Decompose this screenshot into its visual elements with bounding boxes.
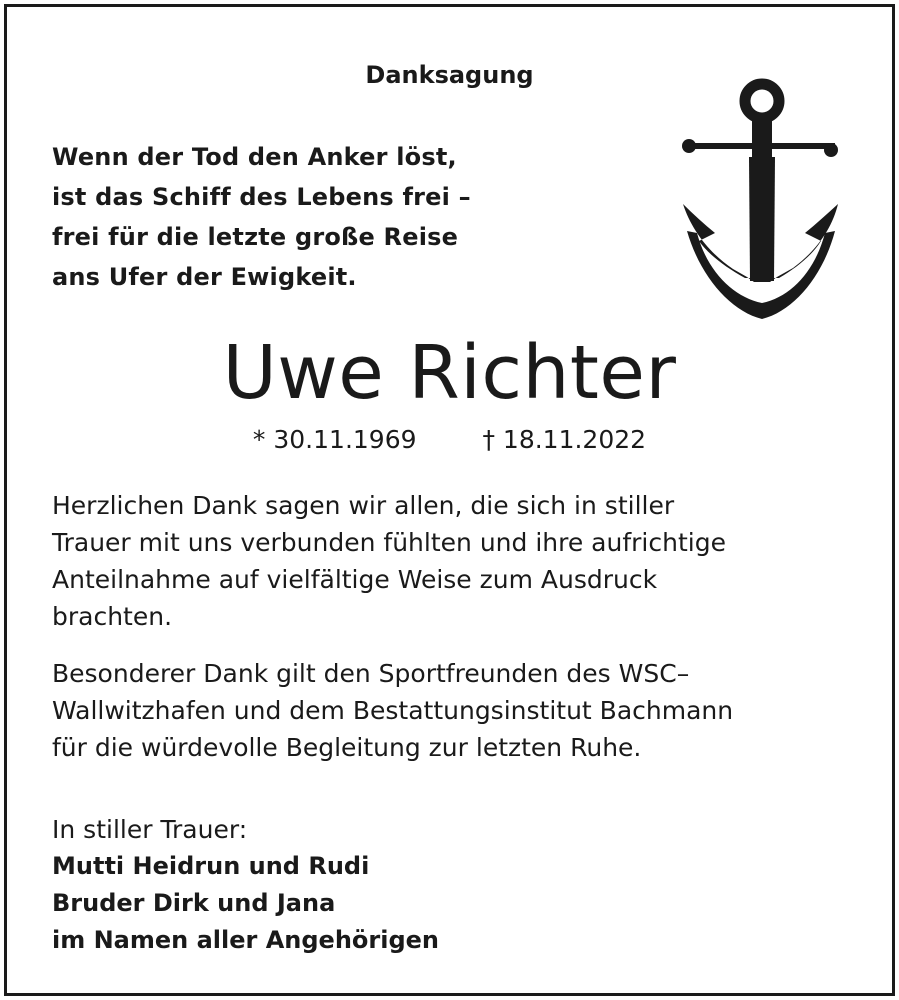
paragraph-line: Trauer mit uns verbunden fühlten und ihre aufrichtige: [52, 528, 726, 557]
birth-date: * 30.11.1969: [252, 425, 417, 454]
paragraph-line: für die würdevolle Begleitung zur letzten Ruhe.: [52, 733, 642, 762]
heading: Danksagung: [365, 61, 534, 89]
death-date: † 18.11.2022: [482, 425, 647, 454]
paragraph-line: brachten.: [52, 602, 173, 631]
verse-line: Wenn der Tod den Anker löst,: [52, 143, 457, 171]
signature-intro: In stiller Trauer:: [52, 815, 248, 844]
paragraph-line: Herzlichen Dank sagen wir allen, die sich in stiller: [52, 491, 675, 520]
signature-name: Mutti Heidrun und Rudi: [52, 852, 370, 880]
verse: [52, 137, 471, 297]
special-thanks-paragraph: [52, 655, 872, 766]
verse-line: ans Ufer der Ewigkeit.: [52, 263, 357, 291]
deceased-name: Uwe Richter: [222, 330, 677, 416]
signature-name: Bruder Dirk und Jana: [52, 889, 336, 917]
signature: [52, 811, 439, 959]
life-dates: [7, 422, 892, 458]
verse-line: ist das Schiff des Lebens frei –: [52, 183, 471, 211]
anchor-icon: [675, 71, 845, 321]
signature-name: im Namen aller Angehörigen: [52, 926, 440, 954]
verse-line: frei für die letzte große Reise: [52, 223, 459, 251]
paragraph-line: Anteilnahme auf vielfältige Weise zum Ausdruck: [52, 565, 658, 594]
thanks-paragraph: [52, 487, 872, 635]
paragraph-line: Besonderer Dank gilt den Sportfreunden des WSC–: [52, 659, 690, 688]
obituary-card: [4, 4, 895, 996]
paragraph-line: Wallwitzhafen und dem Bestattungsinstitut Bachmann: [52, 696, 734, 725]
